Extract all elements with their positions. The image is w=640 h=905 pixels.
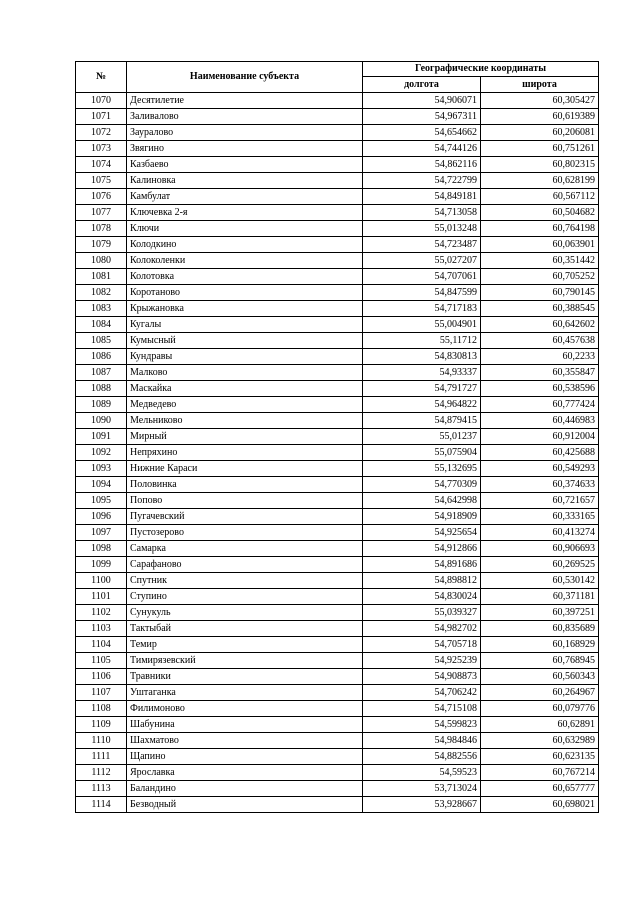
row-number: 1102 <box>76 605 127 621</box>
row-longitude: 54,59523 <box>363 765 481 781</box>
row-latitude: 60,305427 <box>481 93 599 109</box>
row-latitude: 60,764198 <box>481 221 599 237</box>
table-row <box>76 573 599 589</box>
row-longitude: 55,11712 <box>363 333 481 349</box>
row-latitude: 60,802315 <box>481 157 599 173</box>
row-latitude: 60,538596 <box>481 381 599 397</box>
table-row <box>76 381 599 397</box>
row-number: 1103 <box>76 621 127 637</box>
row-number: 1110 <box>76 733 127 749</box>
table-row <box>76 461 599 477</box>
row-longitude: 54,882556 <box>363 749 481 765</box>
table-row <box>76 397 599 413</box>
row-name: Мирный <box>127 429 363 445</box>
row-latitude: 60,705252 <box>481 269 599 285</box>
row-latitude: 60,751261 <box>481 141 599 157</box>
row-number: 1070 <box>76 93 127 109</box>
row-number: 1080 <box>76 253 127 269</box>
row-latitude: 60,906693 <box>481 541 599 557</box>
row-number: 1111 <box>76 749 127 765</box>
row-longitude: 54,898812 <box>363 573 481 589</box>
coordinates-table <box>75 61 599 813</box>
row-longitude: 54,879415 <box>363 413 481 429</box>
row-longitude: 54,642998 <box>363 493 481 509</box>
row-longitude: 55,004901 <box>363 317 481 333</box>
table-body <box>76 93 599 813</box>
table-row <box>76 205 599 221</box>
row-number: 1114 <box>76 797 127 813</box>
row-name: Безводный <box>127 797 363 813</box>
row-longitude: 54,925239 <box>363 653 481 669</box>
table-row <box>76 605 599 621</box>
row-number: 1095 <box>76 493 127 509</box>
row-longitude: 54,982702 <box>363 621 481 637</box>
row-longitude: 55,027207 <box>363 253 481 269</box>
row-name: Ключевка 2-я <box>127 205 363 221</box>
row-name: Щапино <box>127 749 363 765</box>
row-number: 1089 <box>76 397 127 413</box>
header-number: № <box>76 62 127 93</box>
row-number: 1083 <box>76 301 127 317</box>
row-number: 1097 <box>76 525 127 541</box>
row-name: Шахматово <box>127 733 363 749</box>
row-latitude: 60,698021 <box>481 797 599 813</box>
row-latitude: 60,063901 <box>481 237 599 253</box>
row-latitude: 60,269525 <box>481 557 599 573</box>
row-name: Сарафаново <box>127 557 363 573</box>
row-latitude: 60,413274 <box>481 525 599 541</box>
row-longitude: 54,964822 <box>363 397 481 413</box>
row-number: 1101 <box>76 589 127 605</box>
row-name: Сунукуль <box>127 605 363 621</box>
row-longitude: 54,912866 <box>363 541 481 557</box>
row-name: Тимирязевский <box>127 653 363 669</box>
row-name: Ступино <box>127 589 363 605</box>
table-row <box>76 509 599 525</box>
row-latitude: 60,079776 <box>481 701 599 717</box>
row-longitude: 54,717183 <box>363 301 481 317</box>
row-longitude: 53,928667 <box>363 797 481 813</box>
row-latitude: 60,62891 <box>481 717 599 733</box>
row-latitude: 60,351442 <box>481 253 599 269</box>
table-row <box>76 109 599 125</box>
row-latitude: 60,835689 <box>481 621 599 637</box>
row-longitude: 55,01237 <box>363 429 481 445</box>
row-name: Медведево <box>127 397 363 413</box>
row-longitude: 55,039327 <box>363 605 481 621</box>
row-longitude: 54,891686 <box>363 557 481 573</box>
row-latitude: 60,388545 <box>481 301 599 317</box>
row-name: Десятилетие <box>127 93 363 109</box>
row-latitude: 60,628199 <box>481 173 599 189</box>
row-latitude: 60,912004 <box>481 429 599 445</box>
row-name: Темир <box>127 637 363 653</box>
row-longitude: 53,713024 <box>363 781 481 797</box>
table-row <box>76 685 599 701</box>
row-name: Самарка <box>127 541 363 557</box>
row-latitude: 60,619389 <box>481 109 599 125</box>
row-name: Звягино <box>127 141 363 157</box>
table-row <box>76 285 599 301</box>
row-latitude: 60,530142 <box>481 573 599 589</box>
row-name: Травники <box>127 669 363 685</box>
row-name: Мельниково <box>127 413 363 429</box>
row-latitude: 60,333165 <box>481 509 599 525</box>
row-number: 1078 <box>76 221 127 237</box>
row-name: Тактыбай <box>127 621 363 637</box>
row-name: Крыжановка <box>127 301 363 317</box>
table-row <box>76 93 599 109</box>
table-row <box>76 301 599 317</box>
row-longitude: 54,713058 <box>363 205 481 221</box>
row-latitude: 60,767214 <box>481 765 599 781</box>
row-name: Половинка <box>127 477 363 493</box>
row-longitude: 54,918909 <box>363 509 481 525</box>
row-name: Попово <box>127 493 363 509</box>
row-longitude: 54,984846 <box>363 733 481 749</box>
header-latitude: широта <box>481 77 599 93</box>
row-name: Казбаево <box>127 157 363 173</box>
row-longitude: 54,705718 <box>363 637 481 653</box>
table-row <box>76 189 599 205</box>
row-latitude: 60,777424 <box>481 397 599 413</box>
table-row <box>76 525 599 541</box>
row-name: Калиновка <box>127 173 363 189</box>
row-longitude: 54,830813 <box>363 349 481 365</box>
row-number: 1096 <box>76 509 127 525</box>
row-latitude: 60,2233 <box>481 349 599 365</box>
row-latitude: 60,768945 <box>481 653 599 669</box>
row-name: Спутник <box>127 573 363 589</box>
row-latitude: 60,632989 <box>481 733 599 749</box>
row-name: Ключи <box>127 221 363 237</box>
row-longitude: 54,599823 <box>363 717 481 733</box>
row-name: Пугачевский <box>127 509 363 525</box>
row-latitude: 60,560343 <box>481 669 599 685</box>
row-latitude: 60,657777 <box>481 781 599 797</box>
table-row <box>76 221 599 237</box>
table-row <box>76 253 599 269</box>
table-row <box>76 349 599 365</box>
table-row <box>76 749 599 765</box>
row-number: 1077 <box>76 205 127 221</box>
row-number: 1072 <box>76 125 127 141</box>
table-row <box>76 477 599 493</box>
row-longitude: 54,706242 <box>363 685 481 701</box>
row-name: Непряхино <box>127 445 363 461</box>
table-row <box>76 493 599 509</box>
table-row <box>76 797 599 813</box>
table-row <box>76 317 599 333</box>
row-longitude: 54,849181 <box>363 189 481 205</box>
row-longitude: 54,93337 <box>363 365 481 381</box>
row-name: Заливалово <box>127 109 363 125</box>
table-row <box>76 365 599 381</box>
row-longitude: 54,722799 <box>363 173 481 189</box>
row-latitude: 60,206081 <box>481 125 599 141</box>
row-name: Ярославка <box>127 765 363 781</box>
row-number: 1098 <box>76 541 127 557</box>
table-row <box>76 125 599 141</box>
row-number: 1085 <box>76 333 127 349</box>
row-latitude: 60,425688 <box>481 445 599 461</box>
table-row <box>76 445 599 461</box>
row-name: Коротаново <box>127 285 363 301</box>
table-row <box>76 237 599 253</box>
row-number: 1099 <box>76 557 127 573</box>
row-name: Маскайка <box>127 381 363 397</box>
table-row <box>76 717 599 733</box>
row-longitude: 54,847599 <box>363 285 481 301</box>
row-name: Филимоново <box>127 701 363 717</box>
row-number: 1104 <box>76 637 127 653</box>
row-name: Камбулат <box>127 189 363 205</box>
header-coordinates: Географические координаты <box>363 62 599 77</box>
row-longitude: 54,744126 <box>363 141 481 157</box>
row-name: Кумысный <box>127 333 363 349</box>
row-number: 1079 <box>76 237 127 253</box>
row-longitude: 54,830024 <box>363 589 481 605</box>
table-row <box>76 541 599 557</box>
row-number: 1076 <box>76 189 127 205</box>
table-row <box>76 413 599 429</box>
row-latitude: 60,397251 <box>481 605 599 621</box>
header-name: Наименование субъекта <box>127 62 363 93</box>
row-name: Малково <box>127 365 363 381</box>
row-latitude: 60,371181 <box>481 589 599 605</box>
row-number: 1093 <box>76 461 127 477</box>
row-latitude: 60,168929 <box>481 637 599 653</box>
row-number: 1086 <box>76 349 127 365</box>
row-number: 1105 <box>76 653 127 669</box>
row-latitude: 60,623135 <box>481 749 599 765</box>
table-row <box>76 173 599 189</box>
row-name: Колоколенки <box>127 253 363 269</box>
row-number: 1084 <box>76 317 127 333</box>
table-row <box>76 765 599 781</box>
row-name: Шабунина <box>127 717 363 733</box>
row-number: 1090 <box>76 413 127 429</box>
row-longitude: 54,862116 <box>363 157 481 173</box>
row-longitude: 54,791727 <box>363 381 481 397</box>
row-number: 1109 <box>76 717 127 733</box>
row-number: 1075 <box>76 173 127 189</box>
row-number: 1113 <box>76 781 127 797</box>
row-longitude: 54,908873 <box>363 669 481 685</box>
row-latitude: 60,374633 <box>481 477 599 493</box>
row-longitude: 54,925654 <box>363 525 481 541</box>
row-longitude: 54,707061 <box>363 269 481 285</box>
row-longitude: 54,906071 <box>363 93 481 109</box>
row-number: 1082 <box>76 285 127 301</box>
row-longitude: 54,770309 <box>363 477 481 493</box>
row-latitude: 60,446983 <box>481 413 599 429</box>
row-name: Уштаганка <box>127 685 363 701</box>
row-number: 1087 <box>76 365 127 381</box>
row-name: Пустозерово <box>127 525 363 541</box>
table-row <box>76 637 599 653</box>
row-longitude: 55,013248 <box>363 221 481 237</box>
table-row <box>76 733 599 749</box>
row-number: 1092 <box>76 445 127 461</box>
row-longitude: 55,075904 <box>363 445 481 461</box>
row-name: Кугалы <box>127 317 363 333</box>
row-latitude: 60,504682 <box>481 205 599 221</box>
row-number: 1112 <box>76 765 127 781</box>
row-latitude: 60,567112 <box>481 189 599 205</box>
table-row <box>76 141 599 157</box>
row-latitude: 60,355847 <box>481 365 599 381</box>
table-row <box>76 589 599 605</box>
row-longitude: 55,132695 <box>363 461 481 477</box>
row-number: 1091 <box>76 429 127 445</box>
table-row <box>76 269 599 285</box>
row-latitude: 60,264967 <box>481 685 599 701</box>
table-row <box>76 621 599 637</box>
row-name: Колодкино <box>127 237 363 253</box>
table-row <box>76 653 599 669</box>
row-number: 1100 <box>76 573 127 589</box>
row-latitude: 60,642602 <box>481 317 599 333</box>
table-row <box>76 669 599 685</box>
table-row <box>76 333 599 349</box>
row-name: Кундравы <box>127 349 363 365</box>
row-longitude: 54,723487 <box>363 237 481 253</box>
table-row <box>76 557 599 573</box>
table-row <box>76 701 599 717</box>
row-latitude: 60,721657 <box>481 493 599 509</box>
row-number: 1094 <box>76 477 127 493</box>
table-row <box>76 429 599 445</box>
row-number: 1073 <box>76 141 127 157</box>
row-name: Зауралово <box>127 125 363 141</box>
row-number: 1074 <box>76 157 127 173</box>
header-longitude: долгота <box>363 77 481 93</box>
row-name: Колотовка <box>127 269 363 285</box>
row-name: Нижние Караси <box>127 461 363 477</box>
row-latitude: 60,457638 <box>481 333 599 349</box>
row-number: 1088 <box>76 381 127 397</box>
row-latitude: 60,790145 <box>481 285 599 301</box>
table-row <box>76 781 599 797</box>
row-number: 1106 <box>76 669 127 685</box>
row-number: 1107 <box>76 685 127 701</box>
row-latitude: 60,549293 <box>481 461 599 477</box>
row-longitude: 54,654662 <box>363 125 481 141</box>
row-number: 1081 <box>76 269 127 285</box>
row-number: 1071 <box>76 109 127 125</box>
row-number: 1108 <box>76 701 127 717</box>
row-longitude: 54,967311 <box>363 109 481 125</box>
table-row <box>76 157 599 173</box>
row-name: Баландино <box>127 781 363 797</box>
row-longitude: 54,715108 <box>363 701 481 717</box>
